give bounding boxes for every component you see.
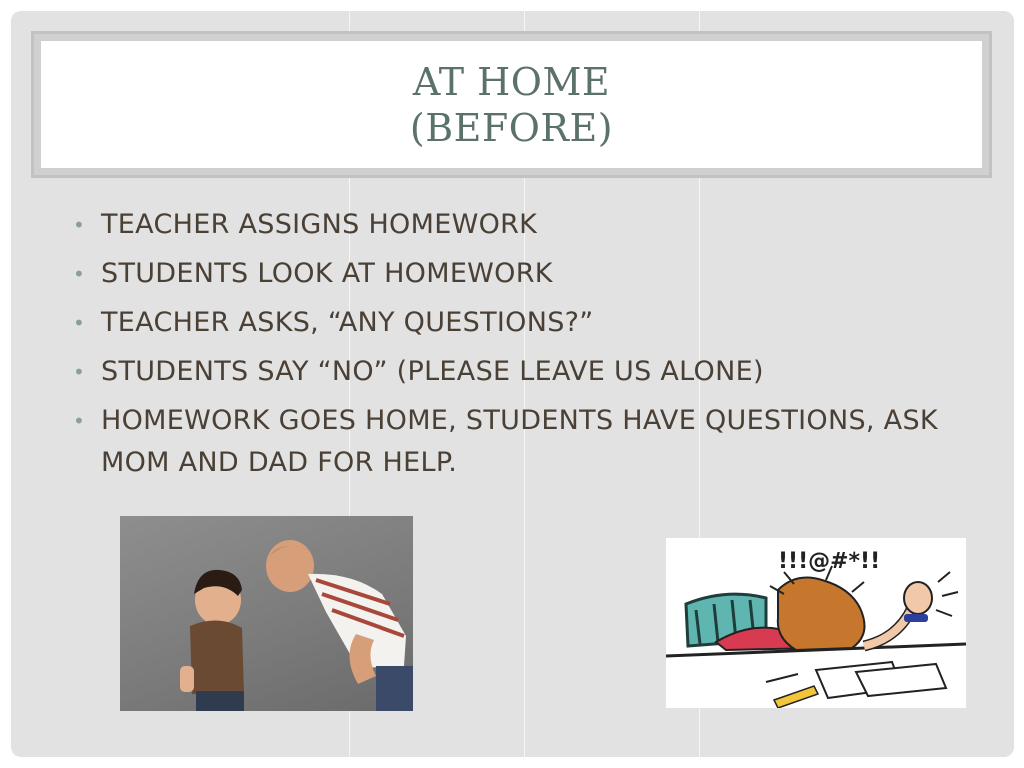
- bullet-text: TEACHER ASSIGNS HOMEWORK: [101, 209, 538, 240]
- bullet-icon: •: [73, 360, 86, 384]
- title-frame: [31, 31, 992, 178]
- bullet-icon: •: [73, 311, 86, 335]
- bullet-text: HOMEWORK GOES HOME, STUDENTS HAVE QUESTIONS, ASK MOM AND DAD FOR HELP.: [101, 405, 938, 478]
- bullet-text: STUDENTS SAY “NO” (PLEASE LEAVE US ALONE): [101, 356, 764, 387]
- slide-title-line-1: AT HOME: [412, 59, 611, 104]
- bullet-item: [73, 302, 953, 344]
- slide: [11, 11, 1014, 757]
- bullet-text: TEACHER ASKS, “ANY QUESTIONS?”: [101, 307, 594, 338]
- bullet-item: [73, 400, 953, 484]
- bullet-text: STUDENTS LOOK AT HOMEWORK: [101, 258, 553, 289]
- slide-title-line-2: (BEFORE): [409, 105, 614, 150]
- father-son-illustration: [120, 516, 413, 711]
- bullet-item: [73, 204, 953, 246]
- bullet-item: [73, 351, 953, 393]
- father-son-photo: [120, 516, 413, 711]
- grawlix-text: !!!@#*!!: [778, 549, 881, 574]
- bullet-list: [73, 204, 953, 491]
- bullet-icon: •: [73, 262, 86, 286]
- frustrated-child-illustration: [666, 538, 966, 708]
- bullet-icon: •: [73, 213, 86, 237]
- title-box: [41, 41, 982, 168]
- frustrated-child-cartoon: [666, 538, 966, 708]
- bullet-item: [73, 253, 953, 295]
- bullet-icon: •: [73, 409, 86, 433]
